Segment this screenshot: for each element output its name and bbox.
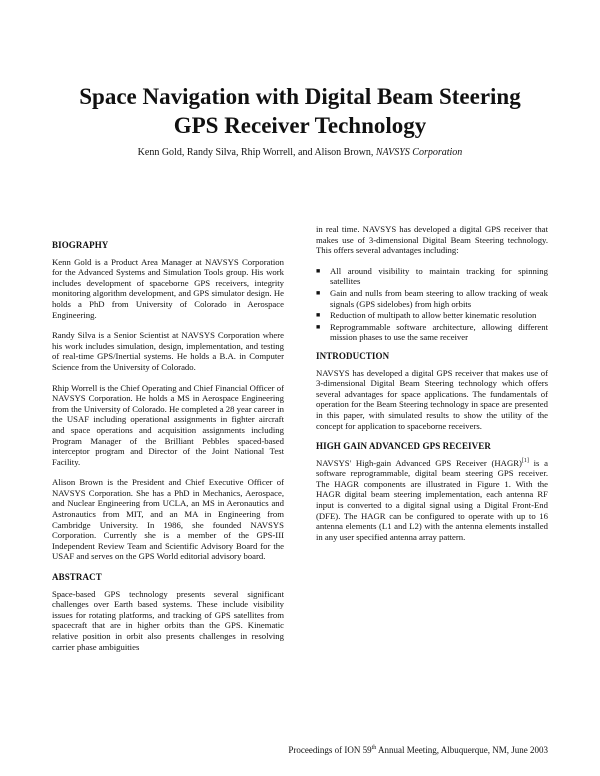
title-line-1: Space Navigation with Digital Beam Steering <box>79 84 521 109</box>
proceedings-footer <box>288 745 548 755</box>
bullet-icon: ■ <box>316 288 321 297</box>
bullet-icon: ■ <box>316 322 321 331</box>
list-item-text: Reprogrammable software architecture, allowing different mission phases to use the same receiver <box>330 321 548 343</box>
list-item-text: Reduction of multipath to allow better kinematic resolution <box>330 310 537 321</box>
author-line <box>40 147 560 158</box>
bio-worrell: Rhip Worrell is the Chief Operating and Chief Financial Officer of NAVSYS Corporation. He holds a MS in Aerospace Engineering from the University of Colorado. He completed a 28 year career in the USAF including operational assignments in fighter aircraft and space operations and acquisition assignments including Program Manager of the Brilliant Pebbles spaced-based interceptor program and Director of the Joint National Test Facility. <box>52 382 284 467</box>
list-item-text: Gain and nulls from beam steering to allow tracking of weak signals (GPS sidelobes) from high orbits <box>330 287 548 309</box>
advantages-list <box>316 266 548 343</box>
bio-gold: Kenn Gold is a Product Area Manager at NAVSYS Corporation for the Advanced Systems and Simulation Tools group. His work includes development of spaceborne GPS receivers, integrity monitoring algorithm development, and GPS simulator design. He holds a PhD from University of Colorado in Aerospace Engineering. <box>52 256 284 320</box>
introduction-text: NAVSYS has developed a digital GPS receiver that makes use of 3-dimensional Digital Beam Steering technology which offers several advantages for space applications. The fundamentals of operation for the Beam Steering technology in space are presented in this paper, with simulated results to show the utility of the concept for application to spaceborne receivers. <box>316 367 548 431</box>
footer-prefix: Proceedings of ION 59 <box>288 745 372 755</box>
biography-heading: BIOGRAPHY <box>52 240 109 250</box>
title-line-2: GPS Receiver Technology <box>173 113 427 138</box>
list-item <box>316 288 548 309</box>
left-column <box>52 240 284 662</box>
abstract-heading: ABSTRACT <box>52 572 102 583</box>
footer-suffix: Annual Meeting, Albuquerque, NM, June 2003 <box>376 745 548 755</box>
author-organization: NAVSYS Corporation <box>375 147 463 158</box>
hagr-text <box>316 458 548 543</box>
introduction-heading: INTRODUCTION <box>316 350 390 361</box>
bio-silva: Randy Silva is a Senior Scientist at NAVSYS Corporation where his work includes simulation, design, implementation, and testing of real-time GPS/Inertial systems. He holds a B.A. in Computer Science from the University of Colorado. <box>52 330 284 372</box>
hagr-heading: HIGH GAIN ADVANCED GPS RECEIVER <box>316 441 491 452</box>
paper-title <box>40 82 560 140</box>
hagr-text-start: NAVSYS' High-gain Advanced GPS Receiver (HAGR) <box>316 457 522 468</box>
author-names: Kenn Gold, Randy Silva, Rhip Worrell, and Alison Brown, <box>137 147 374 158</box>
bio-brown: Alison Brown is the President and Chief Executive Officer of NAVSYS Corporation. She has a PhD in Mechanics, Aerospace, and Nuclear Engineering from UCLA, an MS in Aeronautics and Astronautics from MIT, and an MA in Engineering from Cambridge University. In 1986, she founded NAVSYS Corporation. Currently she is a member of the GPS-III Independent Review Team and Scientific Advisory Board for the USAF and serves on the GPS World editorial advisory board. <box>52 477 284 562</box>
abstract-continued: in real time. NAVSYS has developed a digital GPS receiver that makes use of 3-dimensional Digital Beam Steering technology. This offers several advantages including: <box>316 224 548 256</box>
list-item <box>316 322 548 343</box>
hagr-reference: [1] <box>521 457 529 464</box>
abstract-text: Space-based GPS technology presents several significant challenges over Earth based systems. These include visibility issues for rotating platforms, and tracking of GPS satellites from spacecraft that are in higher orbits than the GPS. Kinematic relative position in orbit also presents challenges in resolving carrier phase ambiguities <box>52 588 284 652</box>
bullet-icon: ■ <box>316 266 321 275</box>
bullet-icon: ■ <box>316 311 321 320</box>
right-column <box>316 224 548 552</box>
list-item-text: All around visibility to maintain tracking for spinning satellites <box>330 265 548 287</box>
list-item <box>316 266 548 287</box>
list-item <box>316 310 548 321</box>
footer-superscript: th <box>371 745 377 751</box>
hagr-text-rest: is a software reprogrammable, digital beam steering GPS receiver. The HAGR components are illustrated in Figure 1. With the HAGR digital beam steering implementation, each antenna RF input is converted to a digital signal using a Digital Front-End (DFE). The HAGR can be configured to operate with up to 16 antenna elements (L1 and L2) with the antenna elements installed in any user specified antenna array pattern. <box>316 457 548 542</box>
